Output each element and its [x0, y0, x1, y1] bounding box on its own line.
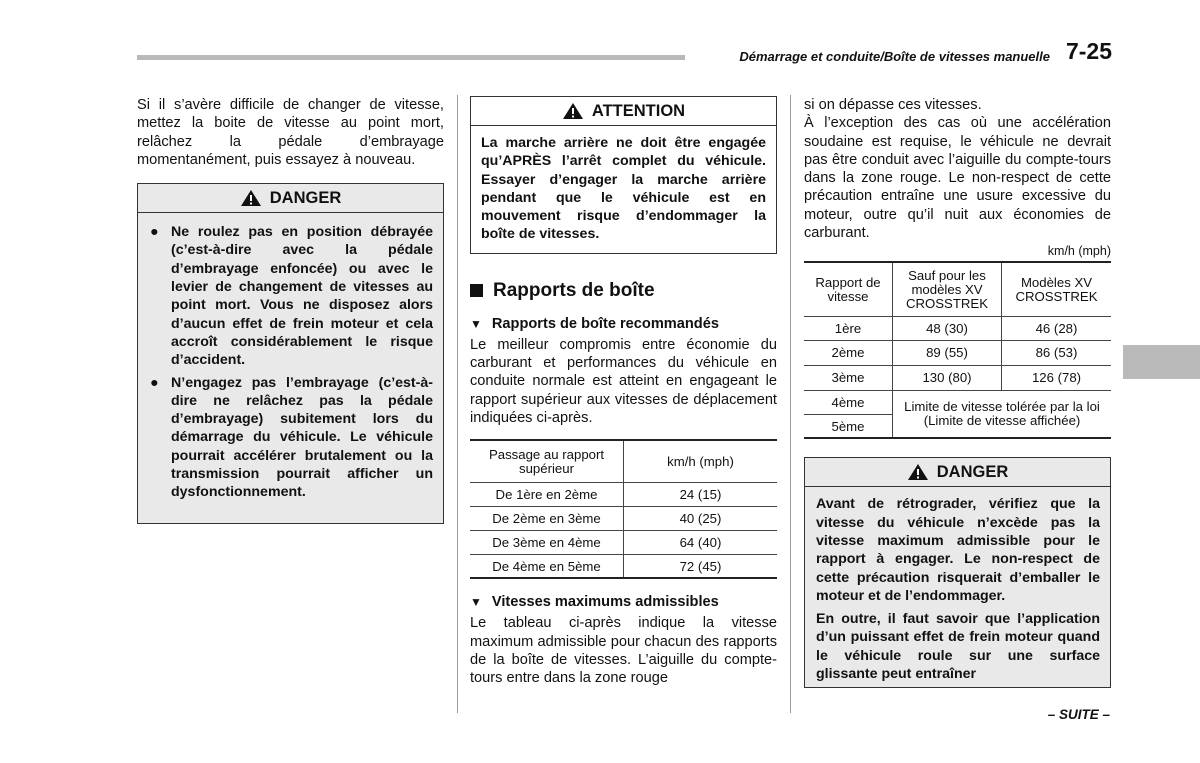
- column-divider-2: [790, 95, 791, 713]
- column-divider-1: [457, 95, 458, 713]
- running-header-title: Démarrage et conduite/Boîte de vitesses manuelle: [739, 49, 1050, 64]
- danger-box-title: [137, 183, 444, 213]
- table-row: [470, 506, 777, 530]
- table-cell: 48 (30): [893, 316, 1002, 340]
- triangle-down-icon: ▼: [470, 595, 482, 610]
- intro-paragraph: Si il s’avère difficile de changer de vitesse, mettez la boite de vitesse au point mort, relâchez la pédale d’embrayage momentanément, puis essayez à nouveau.: [137, 97, 444, 168]
- table-cell: De 2ème en 3ème: [470, 506, 624, 530]
- table-merged-cell: Limite de vitesse tolérée par la loi (Limite de vitesse affichée): [893, 390, 1112, 438]
- column-1: [137, 96, 444, 524]
- table-cell: 86 (53): [1002, 340, 1112, 365]
- table-cell: De 3ème en 4ème: [470, 530, 624, 554]
- table-cell: De 1ère en 2ème: [470, 482, 624, 506]
- table-cell: 40 (25): [624, 506, 778, 530]
- table-header-cell: Passage au rapport supérieur: [488, 446, 605, 476]
- table-cell: 2ème: [804, 340, 893, 365]
- table-header-row: [470, 440, 777, 482]
- column-3: [804, 96, 1111, 688]
- table-unit-label: km/h (mph): [1047, 244, 1111, 259]
- table-row: [804, 316, 1111, 340]
- page-number: 7-25: [1065, 38, 1112, 64]
- table-cell: 3ème: [804, 365, 893, 390]
- table-cell: 130 (80): [893, 365, 1002, 390]
- table-header-cell: km/h (mph): [624, 440, 778, 482]
- attention-box-body: La marche arrière ne doit être engagée qu’APRÈS l’arrêt complet du véhicule. Essayer d’engager la marche arrière pendant que le véhicule est en mouvement risque d’endommager la boîte de vitesses.: [470, 126, 777, 254]
- table-header-cell: Modèles XV CROSSTREK: [1002, 262, 1112, 316]
- section-heading: [470, 280, 777, 302]
- table-row: [804, 340, 1111, 365]
- table-row: [804, 390, 1111, 414]
- danger-paragraph: Avant de rétrograder, vérifiez que la vitesse du véhicule n’excède pas la vitesse maximum admissible pour le rapport à engager. Le non-respect de cette précaution risquerait d’emballer le moteur et de l’endommager.: [816, 496, 1100, 604]
- max-speed-table: [804, 261, 1111, 439]
- continued-footer: – SUITE –: [1047, 707, 1110, 722]
- danger-box-body: [137, 213, 444, 524]
- danger-item-text: Ne roulez pas en position débrayée (c’est-à-dire avec la pédale d’embrayage enfoncée) ou avec le levier de changement de vitesses au point mort. Vous ne disposez alors d’aucun effet de frein moteur et cela accroît considérablement le risque d’accident.: [171, 224, 433, 369]
- table-header-row: [804, 262, 1111, 316]
- square-bullet-icon: [470, 284, 483, 297]
- warning-triangle-icon: [907, 463, 929, 481]
- table-cell: 72 (45): [624, 554, 778, 578]
- danger-item: [138, 374, 433, 502]
- danger-title-text: DANGER: [936, 462, 1009, 481]
- table-row: [470, 482, 777, 506]
- max-speeds-paragraph: Le tableau ci-après indique la vitesse maximum admissible pour chacun des rapports de la boîte de vitesses. L’aiguille du compte-tours entre dans la zone rouge: [470, 615, 777, 687]
- table-cell: De 4ème en 5ème: [470, 554, 624, 578]
- danger-title-text: DANGER: [269, 188, 342, 207]
- redzone-paragraph: À l’exception des cas où une accélération soudaine est requise, le véhicule ne devrait pas être conduit avec l’aiguille du compte-tours dans la zone rouge. Le non-respect de cette précaution entraîne une usure excessive du moteur, outre qu’il nuit aux économies de carburant.: [804, 115, 1111, 242]
- attention-title-text: ATTENTION: [591, 101, 686, 120]
- continued-paragraph: si on dépasse ces vitesses.: [804, 97, 982, 113]
- warning-triangle-icon: [562, 102, 584, 120]
- subheading-max-speeds: [470, 594, 777, 610]
- danger-box-body: [804, 487, 1111, 688]
- triangle-down-icon: ▼: [470, 316, 482, 331]
- subheading-recommended: [470, 316, 777, 332]
- chapter-tab: [1123, 345, 1200, 379]
- column-2: [470, 96, 777, 687]
- table-cell: 24 (15): [624, 482, 778, 506]
- table-row: [804, 365, 1111, 390]
- danger-item-text: N’engagez pas l’embrayage (c’est-à-dire ne relâchez pas la pédale d’embrayage) subitement lors du démarrage du véhicule. Le véhicule pourrait accélérer brutalement ou la transmission pourrait afficher un dysfonctionnement.: [171, 374, 433, 501]
- table-header-cell: Sauf pour les modèles XV CROSSTREK: [893, 262, 1002, 316]
- recommended-paragraph: Le meilleur compromis entre économie du carburant et performances du véhicule en conduite normale est atteint en engageant le rapport supérieur aux vitesses de déplacement indiquées ci-après.: [470, 336, 777, 426]
- upshift-table: [470, 439, 777, 579]
- table-cell: 126 (78): [1002, 365, 1112, 390]
- table-cell: 64 (40): [624, 530, 778, 554]
- table-cell: 89 (55): [893, 340, 1002, 365]
- danger-paragraph: En outre, il faut savoir que l’application d’un puissant effet de frein moteur quand le véhicule roule sur une surface glissante peut entraîner: [816, 611, 1100, 683]
- table-cell: 46 (28): [1002, 316, 1112, 340]
- danger-item: [138, 223, 433, 369]
- bullet-icon: ●: [150, 374, 159, 391]
- table-cell: 4ème: [804, 390, 893, 414]
- table-row: [470, 554, 777, 578]
- header-rule: [137, 55, 685, 60]
- bullet-icon: ●: [150, 224, 159, 241]
- attention-box-title: [470, 96, 777, 126]
- subheading-text: Rapports de boîte recommandés: [491, 315, 719, 332]
- table-cell: 1ère: [804, 316, 893, 340]
- table-row: [470, 530, 777, 554]
- danger-box-title: [804, 457, 1111, 487]
- table-header-cell: Rapport de vitesse: [815, 274, 881, 304]
- section-heading-text: Rapports de boîte: [493, 279, 655, 301]
- warning-triangle-icon: [240, 189, 262, 207]
- subheading-text: Vitesses maximums admissibles: [491, 594, 719, 611]
- table-cell: 5ème: [804, 414, 893, 438]
